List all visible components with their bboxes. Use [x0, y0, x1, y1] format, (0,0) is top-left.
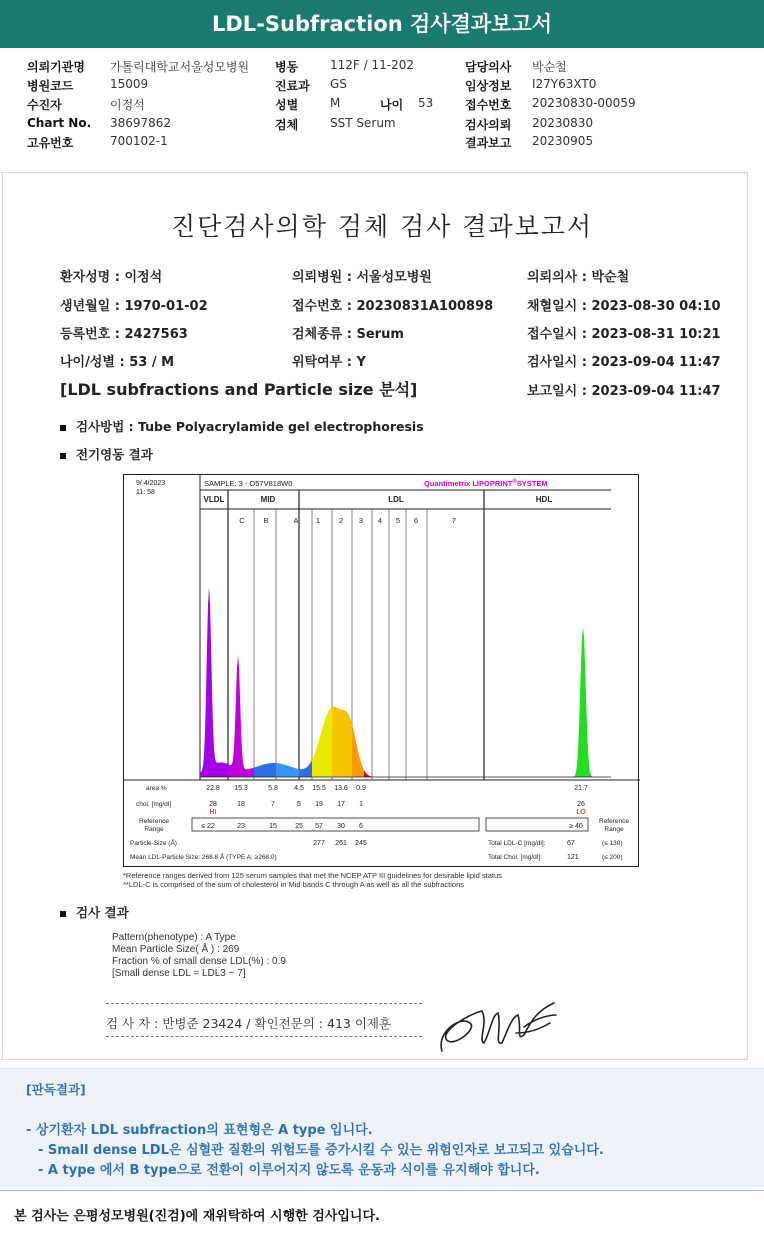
reported-time: 보고일시 : 2023-09-04 11:47 — [527, 384, 721, 399]
chart-date: 9/ 4/2023 — [136, 480, 166, 487]
bullet-icon — [60, 911, 66, 917]
chart-chol-value: 19 — [315, 801, 323, 808]
chart-band-label-7: 7 — [451, 516, 457, 525]
registration-number: 등록번호 : 2427563 — [60, 327, 188, 342]
header-key: 성별 — [275, 98, 299, 112]
analysis-section-title: [LDL subfractions and Particle size 분석] — [60, 380, 418, 399]
chart-band-label-2: 2 — [338, 516, 344, 525]
result-sdldl-definition: [Small dense LDL = LDL3 ~ 7] — [112, 968, 246, 979]
chart-reference-value: 57 — [315, 823, 323, 830]
header-value: M — [330, 96, 341, 110]
chart-hdl-ref-label-1: Reference — [599, 818, 629, 825]
outsource-flag: 위탁여부 : Y — [292, 355, 366, 370]
chart-group-label-ldl: LDL — [388, 495, 404, 504]
chart-chol-value: 18 — [237, 801, 245, 808]
method-line — [60, 417, 424, 435]
header-key: 임상정보 — [465, 79, 512, 93]
chart-total-ldl-ref: (≤ 130) — [602, 840, 623, 847]
lipoprint-chart — [123, 474, 639, 867]
bottom-note: 본 검사는 은평성모병원(진검)에 재위탁하여 시행한 검사입니다. — [14, 1209, 380, 1224]
report-title: 진단검사의학 검체 검사 결과보고서 — [170, 212, 594, 241]
chart-group-label-vldl: VLDL — [203, 495, 225, 504]
electrophoresis-heading — [60, 445, 153, 463]
header-value: I27Y63XT0 — [532, 77, 597, 91]
header-key: Chart No. — [27, 116, 92, 130]
accession-number: 접수번호 : 20230831A100898 — [292, 299, 494, 314]
lipoprint-chart-svg — [124, 475, 640, 868]
header-value: 20230830 — [532, 116, 594, 130]
chart-fraction-area-4 — [299, 760, 312, 777]
judgement-line-1: - 상기환자 LDL subfraction의 표현형은 A type 입니다. — [26, 1123, 373, 1138]
header-value: 38697862 — [110, 116, 172, 130]
footnote-1: *Reference ranges derived from 125 serum samples that met the NCEP ATP III guidelines for desirable lipid status — [123, 871, 502, 880]
chart-total-ldl-label: Total LDL-C [mg/dl]: — [488, 840, 546, 847]
chart-particle-size-label: Particle-Size (Å) — [130, 840, 177, 847]
chart-reference-value: 30 — [337, 823, 345, 830]
chart-hdl-ref-label-2: Range — [604, 826, 624, 833]
chart-particle-size-value: 245 — [355, 840, 367, 847]
header-key: 병동 — [275, 60, 299, 74]
chart-row-label-chol: chol. [mg/dl] — [136, 801, 172, 808]
chart-band-label-1: 1 — [315, 516, 321, 525]
chart-flag-hi: HI — [209, 809, 217, 816]
header-age-key: 나이 — [380, 98, 404, 112]
chart-fraction-area-8 — [364, 770, 372, 777]
requesting-hospital: 의뢰병원 : 서울성모병원 — [292, 270, 432, 285]
judgement-title: [판독결과] — [26, 1082, 86, 1097]
age-sex: 나이/성별 : 53 / M — [60, 355, 175, 370]
bottom-divider — [0, 1190, 764, 1191]
chart-area-value: 22.8 — [206, 785, 220, 792]
chart-band-label-c: C — [239, 516, 245, 525]
chart-particle-size-value: 261 — [335, 840, 347, 847]
header-value: 20230905 — [532, 134, 594, 148]
chart-sample-id: SAMPLE: 3 - O57V818W0 — [204, 479, 293, 488]
chart-fraction-area-3 — [276, 763, 299, 777]
chart-chol-value: 28 — [209, 801, 217, 808]
chart-reference-box-ldl — [192, 818, 479, 831]
chart-area-value: 5.8 — [268, 785, 278, 792]
result-title: 검사 결과 — [76, 905, 129, 920]
header-key: 담당의사 — [465, 60, 512, 74]
header-key: 수진자 — [27, 98, 62, 112]
footnote-2: **LDL-C is comprised of the sum of cholesterol in Mid bands C through A as well as all the subfractions — [123, 880, 465, 889]
header-key: 의뢰기관명 — [27, 60, 85, 74]
judgement-line-3: - A type 에서 B type으로 전환이 이루어지지 않도록 운동과 식이를 유지해야 합니다. — [38, 1163, 540, 1178]
reference-footnotes — [123, 871, 502, 889]
chart-row-label-ref-1: Reference — [139, 818, 169, 825]
chart-reference-value: ≥ 40 — [569, 823, 583, 830]
specimen-type: 검체종류 : Serum — [292, 327, 404, 342]
header-age-value: 53 — [418, 96, 434, 110]
chart-group-label-mid: MID — [260, 495, 276, 504]
chart-fraction-area-7 — [352, 724, 364, 777]
chart-reference-value: 6 — [359, 823, 363, 830]
chart-area-value: 4.5 — [294, 785, 304, 792]
chart-total-chol-label: Total Chol. [mg/dl]: — [488, 854, 542, 861]
collection-time: 채혈일시 : 2023-08-30 04:10 — [527, 299, 721, 314]
patient-name: 환자성명 : 이정석 — [60, 270, 163, 285]
header-value: GS — [330, 77, 347, 91]
chart-band-label-b: B — [263, 516, 269, 525]
bullet-icon — [60, 453, 66, 459]
header-key: 접수번호 — [465, 98, 512, 112]
chart-fraction-area-1 — [228, 656, 254, 778]
chart-reference-value: 15 — [269, 823, 277, 830]
chart-area-value: 13.6 — [334, 785, 348, 792]
header-key: 고유번호 — [27, 136, 74, 150]
header-value: 박순철 — [532, 60, 567, 74]
header-value: 가톨릭대학교서울성모병원 — [110, 60, 250, 74]
chart-mean-size: Mean LDL-Particle Size: 268.8 Å (TYPE A; ≥268.0) — [130, 854, 277, 861]
chart-group-label-hdl: HDL — [535, 495, 553, 504]
header-value: 이정석 — [110, 98, 145, 112]
header-value: 15009 — [110, 77, 149, 91]
result-sdldl-fraction: Fraction % of small dense LDL(%) : 0.9 — [112, 956, 286, 967]
requesting-doctor: 의뢰의사 : 박순철 — [527, 270, 630, 285]
birth-date: 생년월일 : 1970-01-02 — [60, 299, 208, 314]
chart-fraction-area-6 — [332, 707, 352, 777]
signature-divider-bottom — [106, 1036, 422, 1037]
header-value: 20230830-00059 — [532, 96, 636, 110]
chart-flag-lo: LO — [576, 809, 586, 816]
bullet-icon — [60, 425, 66, 431]
header-value: 112F / 11-202 — [330, 58, 414, 72]
chart-band-label-4: 4 — [377, 516, 383, 525]
chart-band-label-a: A — [293, 516, 299, 525]
judgement-line-2: - Small dense LDL은 심혈관 질환의 위험도를 증가시킬 수 있는 위험인자로 보고되고 있습니다. — [38, 1143, 604, 1158]
chart-area-value: 15.3 — [234, 785, 248, 792]
header-key: 검사의뢰 — [465, 118, 512, 132]
chart-band-label-6: 6 — [413, 516, 419, 525]
chart-area-value: 21.7 — [574, 785, 588, 792]
chart-row-label-ref-2: Range — [144, 826, 164, 833]
handwritten-signature — [432, 993, 564, 1061]
received-time: 접수일시 : 2023-08-31 10:21 — [527, 327, 721, 342]
chart-chol-value: 5 — [297, 801, 301, 808]
chart-chol-value: 26 — [577, 801, 585, 808]
chart-area-value: 0.9 — [356, 785, 366, 792]
chart-chol-value: 1 — [359, 801, 363, 808]
chart-chol-value: 7 — [271, 801, 275, 808]
header-key: 병원코드 — [27, 79, 74, 93]
chart-total-chol-value: 121 — [567, 854, 579, 861]
chart-fraction-area-0 — [200, 587, 228, 777]
report-banner: LDL-Subfraction 검사결과보고서 — [0, 0, 764, 48]
chart-reference-value: ≤ 22 — [201, 823, 215, 830]
header-key: 검체 — [275, 118, 299, 132]
result-summary — [112, 932, 286, 980]
header-value: 700102-1 — [110, 134, 168, 148]
header-value: SST Serum — [330, 116, 396, 130]
chart-band-label-3: 3 — [358, 516, 364, 525]
result-pattern: Pattern(phenotype) : A Type — [112, 932, 236, 943]
chart-hdl-area — [564, 627, 604, 777]
electrophoresis-title: 전기영동 결과 — [76, 447, 153, 462]
signature-text: 검 사 자 : 반병준 23424 / 확인전문의 : 413 이제훈 — [106, 1016, 392, 1031]
chart-total-ldl-value: 67 — [567, 840, 575, 847]
chart-row-label-area: area % — [146, 785, 167, 792]
chart-band-label-5: 5 — [395, 516, 401, 525]
chart-total-chol-ref: (≤ 200) — [602, 854, 623, 861]
chart-reference-value: 23 — [237, 823, 245, 830]
chart-reference-value: 25 — [295, 823, 303, 830]
chart-system-label: Quantimetrix LIPOPRINT®SYSTEM — [424, 479, 548, 488]
tested-time: 검사일시 : 2023-09-04 11:47 — [527, 355, 721, 370]
result-mean-size: Mean Particle Size( Å ) : 269 — [112, 944, 240, 955]
chart-time: 11: 58 — [136, 489, 155, 496]
chart-fraction-area-5 — [312, 707, 332, 777]
chart-fraction-area-2 — [254, 763, 276, 777]
header-key: 진료과 — [275, 79, 310, 93]
result-heading — [60, 903, 129, 921]
chart-area-value: 15.5 — [312, 785, 326, 792]
chart-particle-size-value: 277 — [313, 840, 325, 847]
header-key: 결과보고 — [465, 136, 512, 150]
signature-divider-top — [106, 1003, 422, 1004]
method-text: 검사방법 : Tube Polyacrylamide gel electrophoresis — [76, 419, 424, 434]
chart-chol-value: 17 — [337, 801, 345, 808]
